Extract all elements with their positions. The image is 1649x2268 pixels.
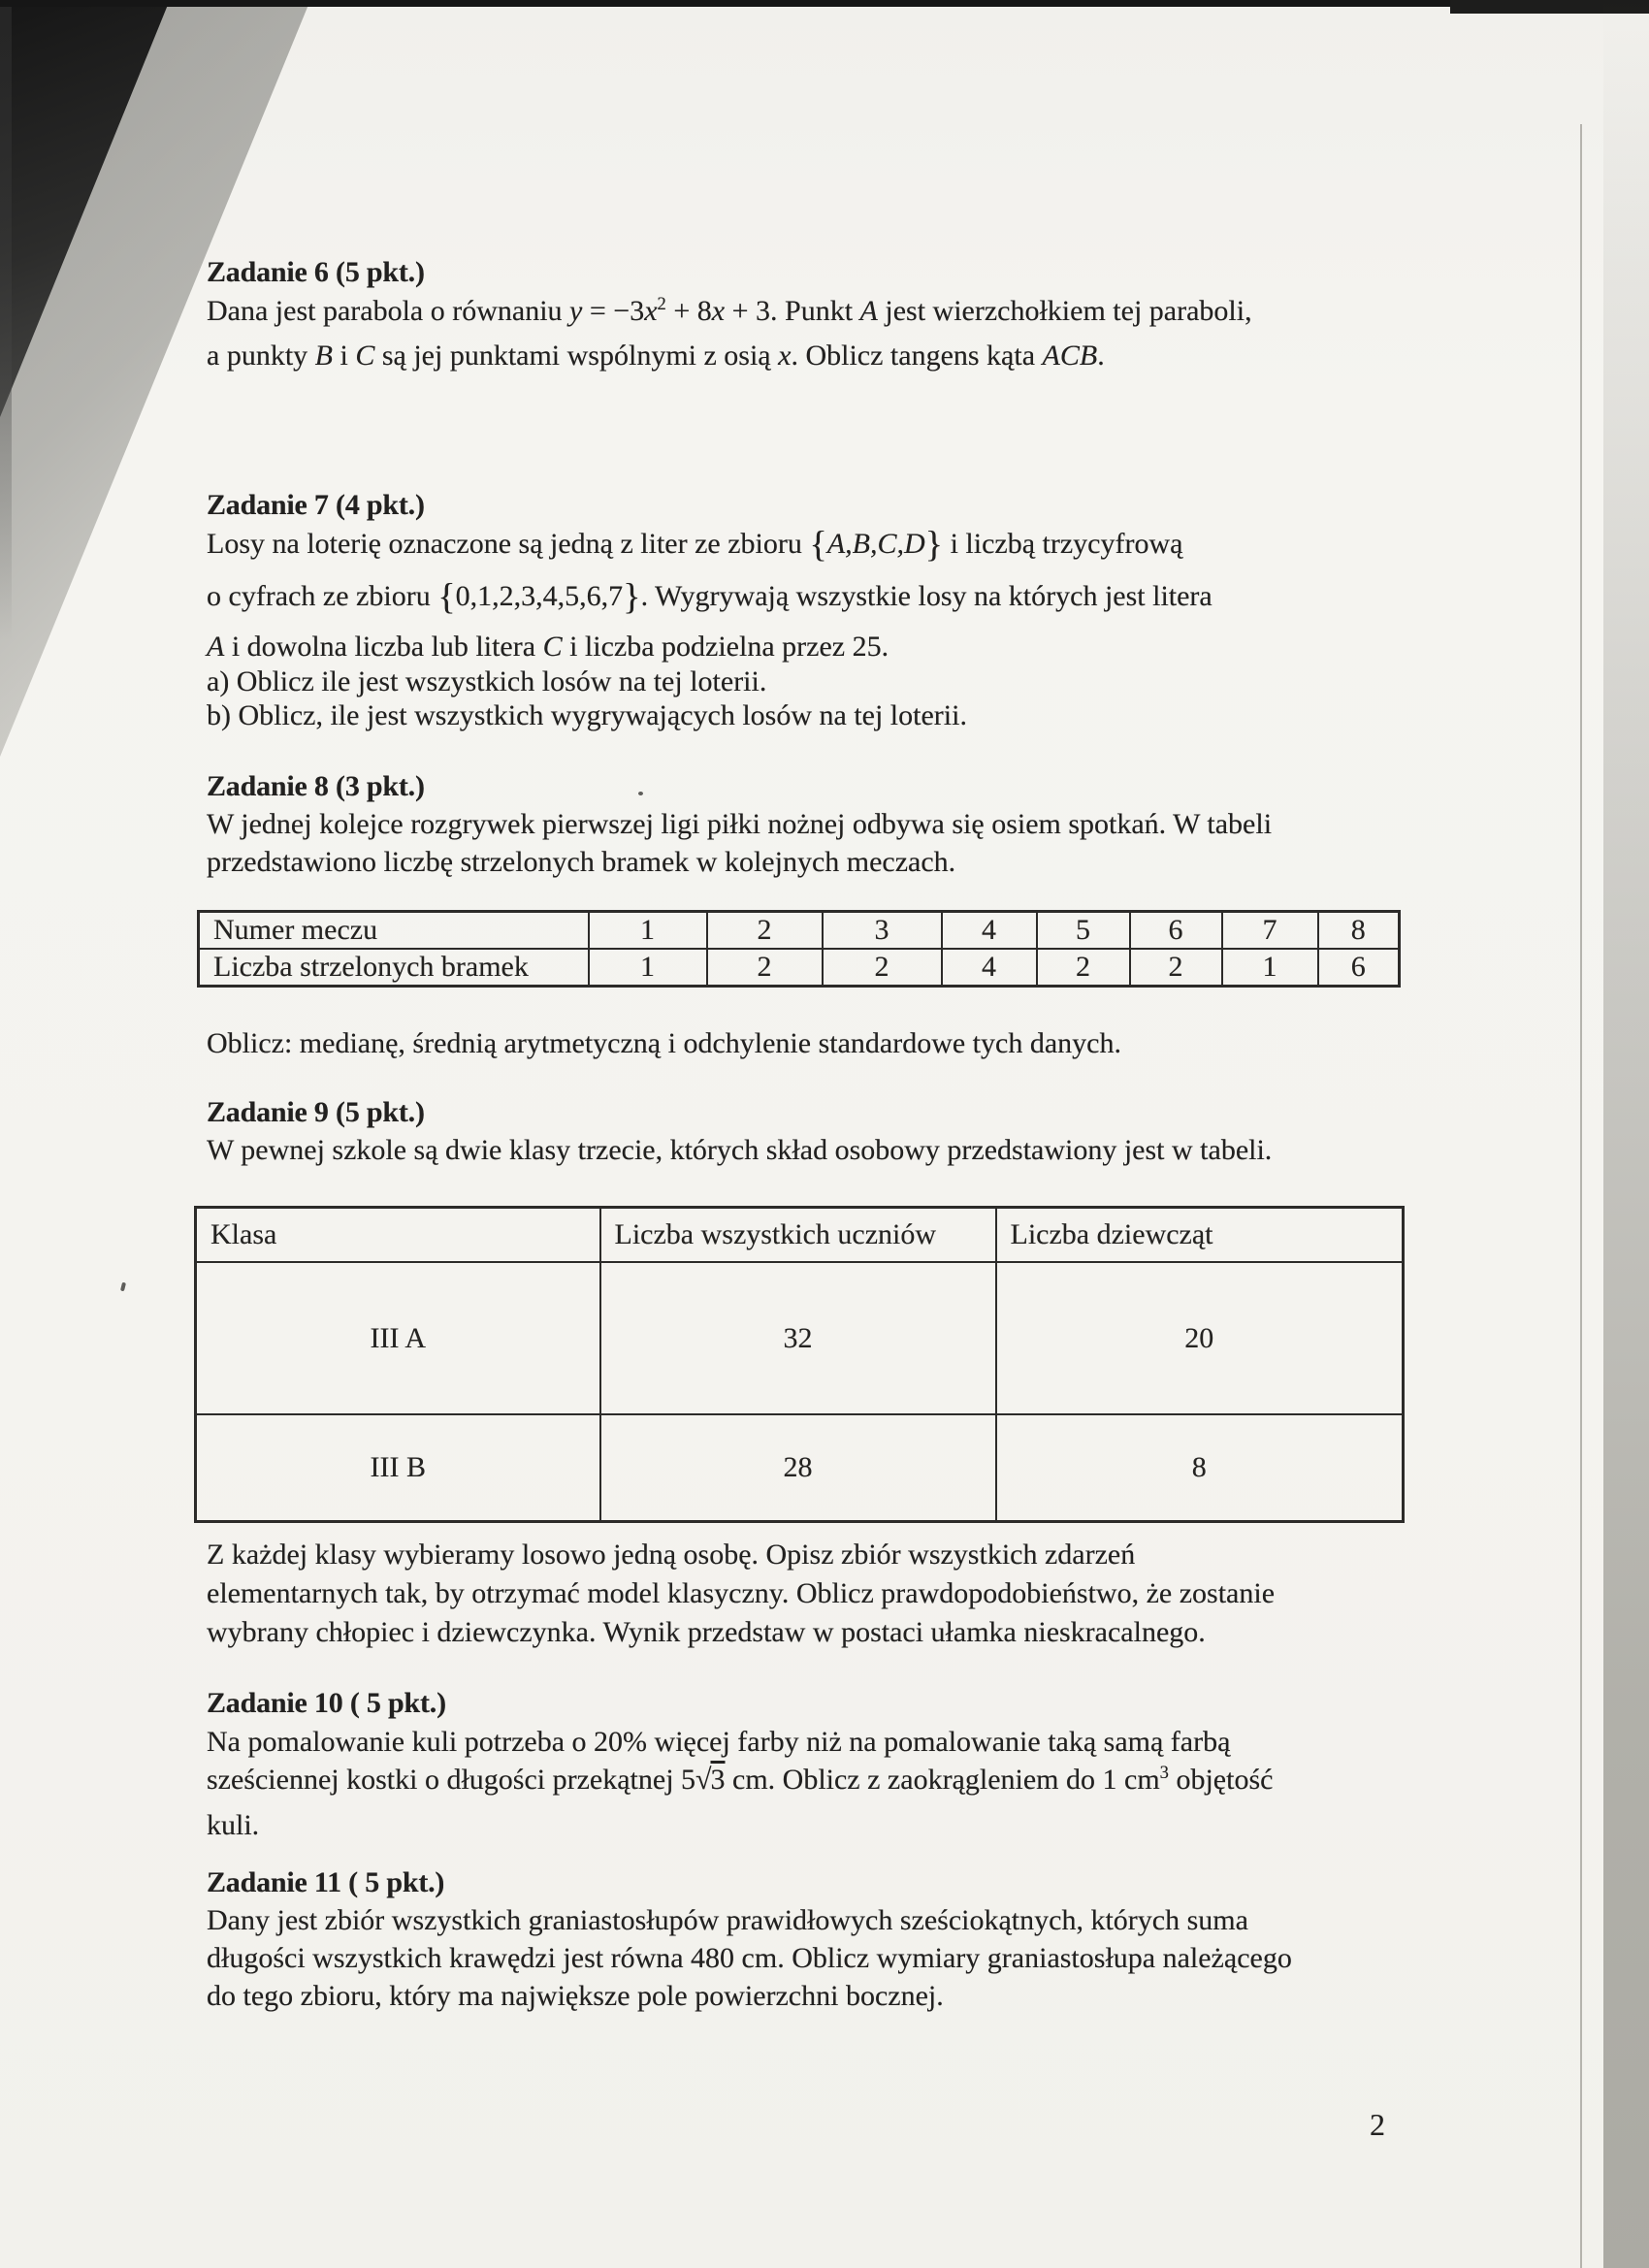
goals-table-row-goals: [199, 949, 1400, 987]
task-8-line-2: przedstawiono liczbę strzelonych bramek w kolejnych meczach.: [207, 846, 956, 878]
task-10-title: Zadanie 10 ( 5 pkt.): [207, 1687, 446, 1719]
scan-shadow-left-edge: [0, 0, 12, 640]
task-11-line-3: do tego zbioru, który ma największe pole powierzchni bocznej.: [207, 1980, 944, 2012]
goals-table-cell: 8: [1318, 912, 1400, 950]
class-table-cell: 28: [600, 1414, 996, 1522]
task-6-title: Zadanie 6 (5 pkt.): [207, 256, 425, 288]
goals-table-row2-label: Liczba strzelonych bramek: [199, 949, 589, 987]
goals-table-cell: 4: [942, 949, 1037, 987]
goals-table-row-match-number: [199, 912, 1400, 950]
task-8-line-1: W jednej kolejce rozgrywek pierwszej ligi piłki nożnej odbywa się osiem spotkań. W tabeli: [207, 808, 1273, 840]
goals-table: [197, 910, 1401, 988]
class-table: [194, 1206, 1405, 1523]
page-edge-line: [1580, 124, 1582, 2268]
task-9-title: Zadanie 9 (5 pkt.): [207, 1096, 425, 1128]
task-8-title: Zadanie 8 (3 pkt.): [207, 770, 425, 802]
class-table-header-dziewczeta: Liczba dziewcząt: [996, 1208, 1404, 1263]
scan-edge-top: [0, 0, 1649, 7]
class-table-cell: III B: [196, 1414, 600, 1522]
task-10-line-1: Na pomalowanie kuli potrzeba o 20% więcej farby niż na pomalowanie taką samą farbą: [207, 1726, 1231, 1758]
task-10-line-2: sześciennej kostki o długości przekątnej 5√3 cm. Oblicz z zaokrągleniem do 1 $cm^3$ objętość: [207, 1763, 1274, 1796]
class-table-row-IIIA: [196, 1262, 1404, 1414]
task-9-line-1: W pewnej szkole są dwie klasy trzecie, których skład osobowy przedstawiony jest w tabeli.: [207, 1134, 1273, 1166]
goals-table-cell: 1: [589, 912, 707, 950]
scan-speck: [638, 792, 643, 795]
class-table-cell: 8: [996, 1414, 1404, 1522]
goals-table-cell: 3: [823, 912, 942, 950]
class-table-header-klasa: Klasa: [196, 1208, 600, 1263]
goals-table-cell: 6: [1318, 949, 1400, 987]
goals-table-cell: 2: [707, 949, 823, 987]
class-table-header-row: [196, 1208, 1404, 1263]
task-7-line-2: o cyfrach ze zbioru {0,1,2,3,4,5,6,7}. Wygrywają wszystkie losy na których jest litera: [207, 576, 1212, 618]
page-number: 2: [1370, 2107, 1385, 2142]
task-10-line-3: kuli.: [207, 1809, 260, 1841]
task-7-title: Zadanie 7 (4 pkt.): [207, 489, 425, 521]
task-7-line-4: a) Oblicz ile jest wszystkich losów na tej loterii.: [207, 665, 767, 697]
scan-shadow-right-edge: [1603, 0, 1649, 2268]
class-table-cell: 20: [996, 1262, 1404, 1414]
goals-table-cell: 5: [1037, 912, 1130, 950]
class-table-cell: 32: [600, 1262, 996, 1414]
goals-table-cell: 4: [942, 912, 1037, 950]
task-6-line-2: a punkty B i C są jej punktami wspólnymi z osią x. Oblicz tangens kąta ACB.: [207, 340, 1105, 372]
class-table-row-IIIB: [196, 1414, 1404, 1522]
goals-table-cell: 2: [707, 912, 823, 950]
class-table-cell: III A: [196, 1262, 600, 1414]
scan-speck: [120, 1282, 126, 1292]
goals-table-cell: 1: [1222, 949, 1318, 987]
goals-table-cell: 2: [823, 949, 942, 987]
task-11-line-2: długości wszystkich krawędzi jest równa 480 cm. Oblicz wymiary graniastosłupa należącego: [207, 1942, 1292, 1974]
task-7-line-1: Losy na loterię oznaczone są jedną z liter ze zbioru {A,B,C,D} i liczbą trzycyfrową: [207, 524, 1183, 566]
task-6-line-1: Dana jest parabola o równaniu $y = -3x^2 + 8x + 3$. Punkt A jest wierzchołkiem tej paraboli,: [207, 294, 1252, 327]
task-11-line-1: Dany jest zbiór wszystkich graniastosłupów prawidłowych sześciokątnych, których suma: [207, 1904, 1248, 1936]
class-table-header-uczniowie: Liczba wszystkich uczniów: [600, 1208, 996, 1263]
task-11-title: Zadanie 11 ( 5 pkt.): [207, 1866, 445, 1898]
goals-table-cell: 1: [589, 949, 707, 987]
task-7-line-5: b) Oblicz, ile jest wszystkich wygrywających losów na tej loterii.: [207, 699, 967, 731]
goals-table-cell: 7: [1222, 912, 1318, 950]
task-9-after-line-1: Z każdej klasy wybieramy losowo jedną osobę. Opisz zbiór wszystkich zdarzeń: [207, 1539, 1136, 1571]
task-7-line-3: A i dowolna liczba lub litera C i liczba podzielna przez 25.: [207, 631, 889, 663]
goals-table-cell: 2: [1130, 949, 1222, 987]
task-9-after-line-2: elementarnych tak, by otrzymać model klasyczny. Oblicz prawdopodobieństwo, że zostanie: [207, 1577, 1276, 1609]
goals-table-row1-label: Numer meczu: [199, 912, 589, 950]
goals-table-cell: 2: [1037, 949, 1130, 987]
task-8-instruction: Oblicz: medianę, średnią arytmetyczną i odchylenie standardowe tych danych.: [207, 1027, 1121, 1059]
task-9-after-line-3: wybrany chłopiec i dziewczynka. Wynik przedstaw w postaci ułamka nieskracalnego.: [207, 1616, 1206, 1648]
goals-table-cell: 6: [1130, 912, 1222, 950]
